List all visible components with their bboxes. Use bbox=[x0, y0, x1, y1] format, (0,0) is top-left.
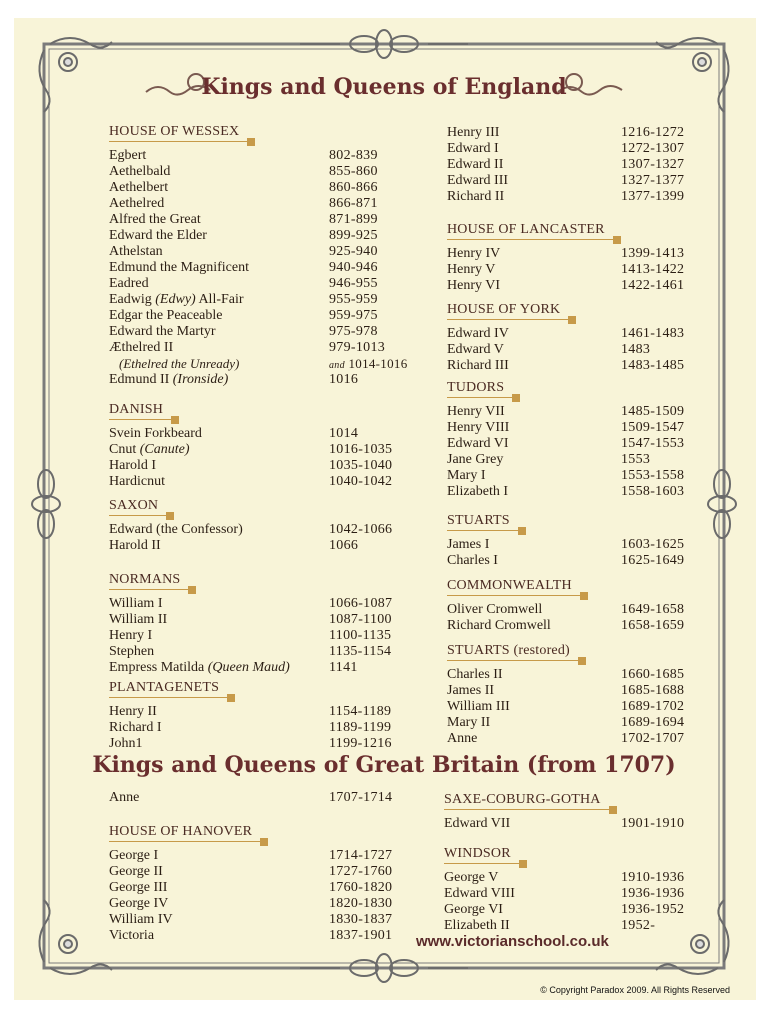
reign-years: 1603-1625 bbox=[621, 537, 685, 552]
monarch-row bbox=[447, 537, 685, 553]
monarch-name: James I bbox=[447, 537, 490, 552]
reign-years: 925-940 bbox=[329, 244, 378, 259]
monarch-row bbox=[447, 683, 685, 699]
monarch-name: Henry V bbox=[447, 262, 496, 277]
section-heading bbox=[447, 380, 516, 398]
reign-years: 1649-1658 bbox=[621, 602, 685, 617]
monarch-name: Hardicnut bbox=[109, 474, 165, 489]
section-heading bbox=[109, 498, 170, 516]
monarch-name: Harold I bbox=[109, 458, 157, 473]
reign-years: 1272-1307 bbox=[621, 141, 685, 156]
reign-years: 979-1013 bbox=[329, 340, 386, 355]
reign-years: 1042-1066 bbox=[329, 522, 393, 537]
monarch-name: Harold II bbox=[109, 538, 161, 553]
copyright-notice: © Copyright Paradox 2009. All Rights Reserved bbox=[540, 985, 730, 995]
monarch-row bbox=[109, 538, 359, 554]
monarch-row bbox=[447, 404, 685, 420]
monarch-name: Edward VIII bbox=[444, 886, 515, 901]
monarch-row bbox=[109, 628, 392, 644]
reign-years: 1936-1936 bbox=[621, 886, 685, 901]
reign-years: 1307-1327 bbox=[621, 157, 685, 172]
section-heading-text: STUARTS bbox=[447, 513, 510, 528]
monarch-row bbox=[109, 356, 408, 372]
monarch-name: Richard Cromwell bbox=[447, 618, 551, 633]
monarch-name: Edward VII bbox=[444, 816, 511, 831]
monarch-row bbox=[109, 704, 392, 720]
reign-years: 1689-1702 bbox=[621, 699, 685, 714]
monarch-name: Jane Grey bbox=[447, 452, 504, 467]
reign-years: 1422-1461 bbox=[621, 278, 685, 293]
monarch-name: Aethelbald bbox=[109, 164, 171, 179]
reign-years: 1035-1040 bbox=[329, 458, 393, 473]
monarch-row bbox=[447, 715, 685, 731]
monarch-name: Edward the Elder bbox=[109, 228, 207, 243]
monarch-row bbox=[444, 870, 685, 886]
reign-years: 802-839 bbox=[329, 148, 378, 163]
monarch-name: George III bbox=[109, 880, 168, 895]
monarch-name: Mary II bbox=[447, 715, 491, 730]
section-heading-text: HOUSE OF LANCASTER bbox=[447, 222, 605, 237]
section-heading-text: HOUSE OF YORK bbox=[447, 302, 561, 317]
monarch-row bbox=[109, 522, 393, 538]
reign-years: 1377-1399 bbox=[621, 189, 685, 204]
monarch-name: Eadred bbox=[109, 276, 149, 291]
monarch-row bbox=[109, 196, 378, 212]
monarch-name: George VI bbox=[444, 902, 503, 917]
section-house-of-york bbox=[447, 300, 685, 374]
heading-marker-square bbox=[613, 236, 621, 244]
reign-years: 1040-1042 bbox=[329, 474, 393, 489]
section-heading bbox=[109, 124, 251, 142]
monarch-name: Athelstan bbox=[109, 244, 163, 259]
heading-marker-square bbox=[227, 694, 235, 702]
heading-marker-square bbox=[518, 527, 526, 535]
monarch-row bbox=[109, 912, 393, 928]
monarch-row bbox=[109, 442, 393, 458]
monarch-row bbox=[447, 602, 685, 618]
heading-marker-square bbox=[247, 138, 255, 146]
reign-years: 1189-1199 bbox=[329, 720, 392, 735]
monarch-row bbox=[109, 848, 393, 864]
monarch-name: George II bbox=[109, 864, 163, 879]
monarch-row bbox=[447, 326, 685, 342]
reign-years: 1936-1952 bbox=[621, 902, 685, 917]
monarch-name: Edward IV bbox=[447, 326, 509, 341]
section-stuarts-restored bbox=[447, 641, 685, 747]
section-commonwealth bbox=[447, 576, 685, 634]
monarch-row bbox=[109, 372, 359, 388]
section-house-of-wessex bbox=[109, 122, 408, 388]
reign-years: 899-925 bbox=[329, 228, 378, 243]
monarch-name: Anne bbox=[447, 731, 478, 746]
monarch-name: Edward (the Confessor) bbox=[109, 522, 243, 537]
monarch-row bbox=[109, 864, 393, 880]
reign-years: 1625-1649 bbox=[621, 553, 685, 568]
section-plantagenets bbox=[109, 678, 392, 752]
reign-years: 871-899 bbox=[329, 212, 378, 227]
reign-years: 1199-1216 bbox=[329, 736, 392, 751]
section-heading-text: HOUSE OF HANOVER bbox=[109, 824, 253, 839]
monarch-name: Alfred the Great bbox=[109, 212, 201, 227]
heading-marker-square bbox=[578, 657, 586, 665]
monarch-name: Elizabeth II bbox=[444, 918, 510, 933]
monarch-name: Richard II bbox=[447, 189, 505, 204]
section-saxon bbox=[109, 496, 393, 554]
reign-years: 1413-1422 bbox=[621, 262, 685, 277]
monarch-row bbox=[447, 699, 685, 715]
monarch-row bbox=[109, 148, 378, 164]
reign-years: 1399-1413 bbox=[621, 246, 685, 261]
monarch-row bbox=[444, 918, 656, 934]
section-heading bbox=[447, 222, 617, 240]
reign-years: 1100-1135 bbox=[329, 628, 392, 643]
monarch-row bbox=[447, 262, 685, 278]
title-kings-queens-great-britain: Kings and Queens of Great Britain (from 1707) bbox=[92, 752, 676, 778]
reign-years: 1135-1154 bbox=[329, 644, 392, 659]
heading-marker-square bbox=[568, 316, 576, 324]
reign-years: 1547-1553 bbox=[621, 436, 685, 451]
monarch-row bbox=[109, 426, 359, 442]
section-stuarts bbox=[447, 511, 685, 569]
reign-years: 1837-1901 bbox=[329, 928, 393, 943]
heading-marker-square bbox=[519, 860, 527, 868]
monarch-name: Oliver Cromwell bbox=[447, 602, 543, 617]
monarch-name: Edgar the Peaceable bbox=[109, 308, 223, 323]
monarch-row bbox=[109, 720, 392, 736]
monarch-row bbox=[109, 324, 378, 340]
section-heading bbox=[447, 302, 572, 320]
heading-marker-square bbox=[166, 512, 174, 520]
section-saxe-coburg-gotha bbox=[444, 790, 685, 832]
monarch-row bbox=[109, 660, 358, 676]
monarch-name: Richard I bbox=[109, 720, 162, 735]
monarch-row bbox=[109, 340, 386, 356]
reign-years: 866-871 bbox=[329, 196, 378, 211]
reign-years: 1483-1485 bbox=[621, 358, 685, 373]
reign-years: 1727-1760 bbox=[329, 864, 393, 879]
section-heading-text: TUDORS bbox=[447, 380, 505, 395]
section-heading-text: HOUSE OF WESSEX bbox=[109, 124, 240, 139]
reign-years: 1952- bbox=[621, 918, 656, 933]
monarch-row bbox=[447, 667, 685, 683]
monarch-row bbox=[109, 260, 378, 276]
section-heading-text: COMMONWEALTH bbox=[447, 578, 572, 593]
monarch-row bbox=[447, 358, 685, 374]
monarch-name: Svein Forkbeard bbox=[109, 426, 202, 441]
monarch-row bbox=[447, 278, 685, 294]
monarch-row bbox=[109, 612, 392, 628]
monarch-row bbox=[447, 436, 685, 452]
section-heading-text: NORMANS bbox=[109, 572, 181, 587]
monarch-row bbox=[447, 484, 685, 500]
reign-years: 1558-1603 bbox=[621, 484, 685, 499]
reign-years: 1689-1694 bbox=[621, 715, 685, 730]
monarch-name: Mary I bbox=[447, 468, 486, 483]
reign-years: 1901-1910 bbox=[621, 816, 685, 831]
reign-years: 1553 bbox=[621, 452, 651, 467]
monarch-name: Henry II bbox=[109, 704, 157, 719]
monarch-row bbox=[444, 902, 685, 918]
reign-years: 1327-1377 bbox=[621, 173, 685, 188]
reign-years: 940-946 bbox=[329, 260, 378, 275]
section-heading bbox=[444, 792, 613, 810]
monarch-name: William IV bbox=[109, 912, 173, 927]
monarch-row bbox=[447, 420, 685, 436]
section-heading bbox=[109, 402, 175, 420]
monarch-row bbox=[109, 596, 393, 612]
heading-marker-square bbox=[260, 838, 268, 846]
reign-years: 959-975 bbox=[329, 308, 378, 323]
monarch-row bbox=[109, 292, 378, 308]
monarch-name: Henry IV bbox=[447, 246, 501, 261]
monarch-name: Æthelred II bbox=[109, 340, 174, 355]
reign-years: 1830-1837 bbox=[329, 912, 393, 927]
reign-years: 1066 bbox=[329, 538, 359, 553]
section-heading bbox=[109, 824, 264, 842]
reign-years: 1483 bbox=[621, 342, 651, 357]
section-heading bbox=[109, 572, 192, 590]
section-heading bbox=[444, 846, 523, 864]
monarch-row bbox=[109, 474, 393, 490]
monarch-row bbox=[444, 886, 685, 902]
monarch-name: George I bbox=[109, 848, 159, 863]
monarch-row bbox=[109, 880, 393, 896]
section-heading bbox=[109, 680, 231, 698]
monarch-row bbox=[109, 164, 378, 180]
reign-years: 1685-1688 bbox=[621, 683, 685, 698]
monarch-name: Henry I bbox=[109, 628, 153, 643]
knot-ornament-right bbox=[708, 470, 736, 538]
monarch-name: William II bbox=[109, 612, 168, 627]
reign-years: 946-955 bbox=[329, 276, 378, 291]
monarch-name: George IV bbox=[109, 896, 169, 911]
section-heading-text: SAXON bbox=[109, 498, 159, 513]
reign-years: 1660-1685 bbox=[621, 667, 685, 682]
heading-marker-square bbox=[188, 586, 196, 594]
section-heading-text: DANISH bbox=[109, 402, 164, 417]
monarch-name: John1 bbox=[109, 736, 143, 751]
section-windsor bbox=[444, 844, 685, 934]
reign-years: 1553-1558 bbox=[621, 468, 685, 483]
monarch-name: Henry VIII bbox=[447, 420, 510, 435]
section-heading bbox=[447, 578, 584, 596]
monarch-row bbox=[447, 618, 685, 634]
monarch-name: Charles I bbox=[447, 553, 498, 568]
monarch-name: (Ethelred the Unready) bbox=[119, 356, 240, 371]
section-tudors bbox=[447, 378, 685, 500]
section-normans bbox=[109, 570, 393, 676]
monarch-row bbox=[447, 468, 685, 484]
section-heading-text: STUARTS (restored) bbox=[447, 643, 570, 658]
monarch-name: Charles II bbox=[447, 667, 503, 682]
reign-years: 1707-1714 bbox=[329, 790, 393, 805]
monarch-name: Henry VI bbox=[447, 278, 501, 293]
reign-years: 1141 bbox=[329, 660, 358, 675]
monarch-name: George V bbox=[444, 870, 499, 885]
reign-years: 975-978 bbox=[329, 324, 378, 339]
reign-years: and 1014-1016 bbox=[329, 356, 408, 371]
monarch-name: Henry VII bbox=[447, 404, 505, 419]
monarch-name: Elizabeth I bbox=[447, 484, 509, 499]
monarch-name: Cnut (Canute) bbox=[109, 442, 190, 457]
reign-years: 1485-1509 bbox=[621, 404, 685, 419]
heading-marker-square bbox=[512, 394, 520, 402]
monarch-row bbox=[109, 276, 378, 292]
section-heading-text: PLANTAGENETS bbox=[109, 680, 220, 695]
monarch-row bbox=[109, 212, 378, 228]
monarch-row bbox=[109, 244, 378, 260]
reign-years: 1216-1272 bbox=[621, 125, 685, 140]
reign-years: 1658-1659 bbox=[621, 618, 685, 633]
website-url[interactable]: www.victorianschool.co.uk bbox=[416, 933, 609, 950]
reign-years: 1820-1830 bbox=[329, 896, 393, 911]
monarch-name: Edward the Martyr bbox=[109, 324, 216, 339]
monarch-name: Edmund the Magnificent bbox=[109, 260, 249, 275]
monarch-name: Edward III bbox=[447, 173, 509, 188]
reign-years: 1087-1100 bbox=[329, 612, 392, 627]
monarch-row bbox=[444, 816, 685, 832]
monarch-row bbox=[109, 180, 378, 196]
section-heading bbox=[447, 643, 582, 661]
reign-years: 1910-1936 bbox=[621, 870, 685, 885]
monarch-name: Edward VI bbox=[447, 436, 509, 451]
monarch-name: Edward V bbox=[447, 342, 504, 357]
monarch-name: Henry III bbox=[447, 125, 500, 140]
heading-marker-square bbox=[580, 592, 588, 600]
reign-years: 1016 bbox=[329, 372, 359, 387]
monarch-name: Eadwig (Edwy) All-Fair bbox=[109, 292, 244, 307]
heading-marker-square bbox=[609, 806, 617, 814]
monarch-name: William III bbox=[447, 699, 510, 714]
monarch-row bbox=[109, 736, 392, 752]
monarch-row bbox=[447, 731, 685, 747]
monarch-row bbox=[109, 644, 392, 660]
monarch-name: James II bbox=[447, 683, 495, 698]
monarch-name: Aethelred bbox=[109, 196, 165, 211]
monarch-name: William I bbox=[109, 596, 163, 611]
reign-years: 955-959 bbox=[329, 292, 378, 307]
reign-years: 860-866 bbox=[329, 180, 378, 195]
section-heading bbox=[447, 513, 522, 531]
monarch-name: Anne bbox=[109, 790, 140, 805]
monarch-name: Victoria bbox=[109, 928, 155, 943]
reign-years: 1702-1707 bbox=[621, 731, 685, 746]
reign-years: 1509-1547 bbox=[621, 420, 685, 435]
monarch-row bbox=[109, 896, 393, 912]
reign-years: 1016-1035 bbox=[329, 442, 393, 457]
monarch-name: Stephen bbox=[109, 644, 155, 659]
monarch-row bbox=[109, 228, 378, 244]
reign-years: 855-860 bbox=[329, 164, 378, 179]
reign-years: 1760-1820 bbox=[329, 880, 393, 895]
monarch-row bbox=[447, 553, 685, 569]
monarch-row bbox=[109, 458, 393, 474]
reign-years: 1714-1727 bbox=[329, 848, 393, 863]
monarch-name: Empress Matilda (Queen Maud) bbox=[109, 660, 290, 675]
title-kings-queens-england: Kings and Queens of England bbox=[201, 74, 567, 100]
monarch-name: Richard III bbox=[447, 358, 509, 373]
monarch-name: Egbert bbox=[109, 148, 147, 163]
monarch-name: Edward II bbox=[447, 157, 504, 172]
section-house-of-lancaster bbox=[447, 220, 685, 294]
monarch-name: Edward I bbox=[447, 141, 499, 156]
monarch-name: Aethelbert bbox=[109, 180, 169, 195]
section-house-of-hanover bbox=[109, 822, 393, 944]
section-heading-text: SAXE-COBURG-GOTHA bbox=[444, 792, 601, 807]
monarch-row bbox=[109, 928, 393, 944]
reign-years: 1154-1189 bbox=[329, 704, 392, 719]
heading-marker-square bbox=[171, 416, 179, 424]
monarch-row bbox=[447, 246, 685, 262]
knot-ornament-left bbox=[32, 470, 60, 538]
monarch-name: Edmund II (Ironside) bbox=[109, 372, 229, 387]
reign-years: 1066-1087 bbox=[329, 596, 393, 611]
monarch-row bbox=[447, 452, 651, 468]
section-heading-text: WINDSOR bbox=[444, 846, 511, 861]
section-danish bbox=[109, 400, 393, 490]
monarch-row bbox=[447, 342, 651, 358]
monarch-row bbox=[109, 308, 378, 324]
reign-years: 1014 bbox=[329, 426, 359, 441]
reign-years: 1461-1483 bbox=[621, 326, 685, 341]
